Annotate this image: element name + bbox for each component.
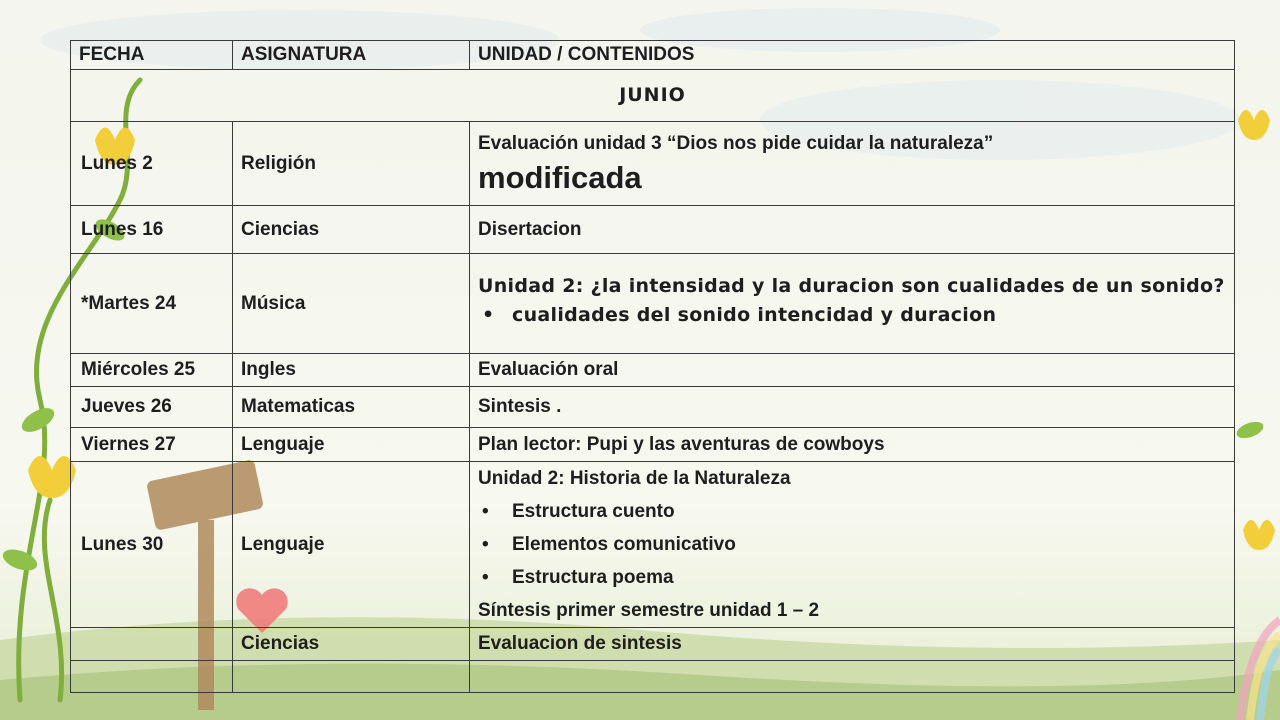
contenido-cell [470, 661, 1235, 693]
contenido-cell: Sintesis . [470, 387, 1235, 428]
asignatura-cell: Música [233, 254, 470, 354]
fecha-cell: Miércoles 25 [71, 354, 233, 387]
header-asignatura: ASIGNATURA [233, 41, 470, 70]
fecha-cell [71, 628, 233, 661]
table-row [71, 254, 1235, 354]
asignatura-cell: Lenguaje [233, 428, 470, 462]
fecha-cell: Jueves 26 [71, 387, 233, 428]
fecha-cell: Lunes 30 [71, 462, 233, 628]
bullet-icon: • [482, 501, 489, 522]
month-title: JUNIO [71, 70, 1235, 122]
asignatura-cell: Matematicas [233, 387, 470, 428]
contenido-cell: Plan lector: Pupi y las aventuras de cowboys [470, 428, 1235, 462]
bullet-list [478, 495, 1226, 594]
contenido-text: Unidad 2: ¿la intensidad y la duracion son cualidades de un sonido? [478, 275, 1225, 298]
contenido-cell: Disertacion [470, 206, 1235, 254]
contenido-cell [470, 462, 1235, 628]
fecha-cell: Lunes 2 [71, 122, 233, 206]
bullet-list [478, 299, 1226, 332]
bullet-item: • Estructura poema [478, 561, 1226, 594]
asignatura-cell: Ingles [233, 354, 470, 387]
fecha-cell: Lunes 16 [71, 206, 233, 254]
bullet-item: • Elementos comunicativo [478, 528, 1226, 561]
fecha-cell [71, 661, 233, 693]
table-row [71, 628, 1235, 661]
fecha-cell: *Martes 24 [71, 254, 233, 354]
bullet-icon: • [482, 303, 495, 326]
table-row [71, 206, 1235, 254]
contenido-cell [470, 122, 1235, 206]
bullet-item: • Estructura cuento [478, 495, 1226, 528]
bullet-icon: • [482, 534, 489, 555]
table-row [71, 122, 1235, 206]
modificada-label: modificada [478, 159, 642, 195]
month-row [71, 70, 1235, 122]
table-row [71, 428, 1235, 462]
contenido-text: Evaluación unidad 3 “Dios nos pide cuidar la naturaleza” [478, 132, 994, 154]
table-row [71, 661, 1235, 693]
asignatura-cell [233, 661, 470, 693]
contenido-footer: Síntesis primer semestre unidad 1 – 2 [478, 600, 820, 621]
contenido-text: Unidad 2: Historia de la Naturaleza [478, 468, 791, 489]
asignatura-cell: Religión [233, 122, 470, 206]
asignatura-cell: Ciencias [233, 628, 470, 661]
contenido-cell: Evaluacion de sintesis [470, 628, 1235, 661]
contenido-cell: Evaluación oral [470, 354, 1235, 387]
contenido-cell [470, 254, 1235, 354]
bullet-icon: • [482, 567, 489, 588]
header-fecha: FECHA [71, 41, 233, 70]
asignatura-cell: Ciencias [233, 206, 470, 254]
header-contenidos: UNIDAD / CONTENIDOS [470, 41, 1235, 70]
fecha-cell: Viernes 27 [71, 428, 233, 462]
table-row [71, 354, 1235, 387]
table-row [71, 462, 1235, 628]
bullet-item: • cualidades del sonido intencidad y duracion [478, 299, 1226, 332]
asignatura-cell: Lenguaje [233, 462, 470, 628]
header-row [71, 41, 1235, 70]
schedule-table [70, 40, 1235, 693]
table-row [71, 387, 1235, 428]
